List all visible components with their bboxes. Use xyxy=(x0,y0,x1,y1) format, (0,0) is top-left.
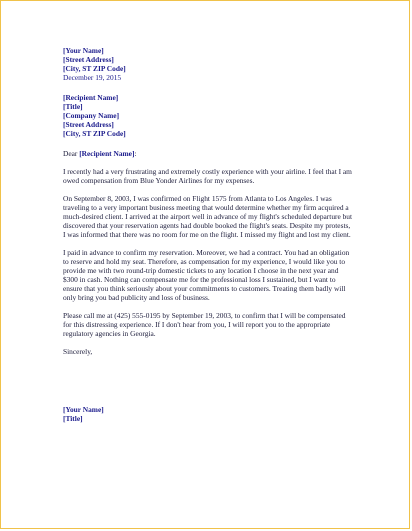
letter-body xyxy=(63,46,353,423)
signature-name: [Your Name] xyxy=(63,405,104,414)
paragraph-2: On September 8, 2003, I was confirmed on Flight 1575 from Atlanta to Los Angeles. I was traveling to a very important business meeting that would determine whether my firm acquired a much-desired client. I arrived at the airport well in advance of my flight's scheduled departure but discovered that your reservation agents had double booked the flight's seats. Despite my protests, I was informed that there was no room for me on the flight. I missed my flight and lost my client. xyxy=(63,194,353,239)
salutation-suffix: : xyxy=(134,149,137,158)
recipient-title: [Title] xyxy=(63,102,83,111)
salutation-name: [Recipient Name] xyxy=(79,149,135,158)
sender-block xyxy=(63,46,353,82)
recipient-block xyxy=(63,93,353,138)
sender-address: [Street Address] xyxy=(63,55,114,64)
salutation xyxy=(63,149,353,158)
salutation-prefix: Dear xyxy=(63,149,80,158)
recipient-address: [Street Address] xyxy=(63,120,114,129)
paragraph-4: Please call me at (425) 555-0195 by September 19, 2003, to confirm that I will be compensated for this distressing experience. If I don't hear from you, I will report you to the appropriate regulatory agencies in Georgia. xyxy=(63,311,346,338)
recipient-city: [City, ST ZIP Code] xyxy=(63,129,126,138)
paragraph-1: I recently had a very frustrating and extremely costly experience with your airline. I feel that I am owed compensation from Blue Yonder Airlines for my expenses. xyxy=(63,167,352,185)
paragraph-3: I paid in advance to confirm my reservation. Moreover, we had a contract. You had an obligation to reserve and hold my seat. Therefore, as compensation for my experience, I would like you to provide me with two round-trip domestic tickets to any location I choose in the next year and $300 in cash. Nothing can compensate me for the professional loss I sustained, but I want to ensure that you think seriously about your commitments to customers. Treating them badly will only bring you bad publicity and loss of business. xyxy=(63,248,350,302)
sender-name: [Your Name] xyxy=(63,46,104,55)
signature-space xyxy=(63,365,353,405)
letter-date: December 19, 2015 xyxy=(63,73,122,82)
recipient-company: [Company Name] xyxy=(63,111,120,120)
signature-title: [Title] xyxy=(63,414,83,423)
sender-city: [City, ST ZIP Code] xyxy=(63,64,126,73)
recipient-name: [Recipient Name] xyxy=(63,93,119,102)
closing: Sincerely, xyxy=(63,347,93,356)
signature-block xyxy=(63,405,353,423)
